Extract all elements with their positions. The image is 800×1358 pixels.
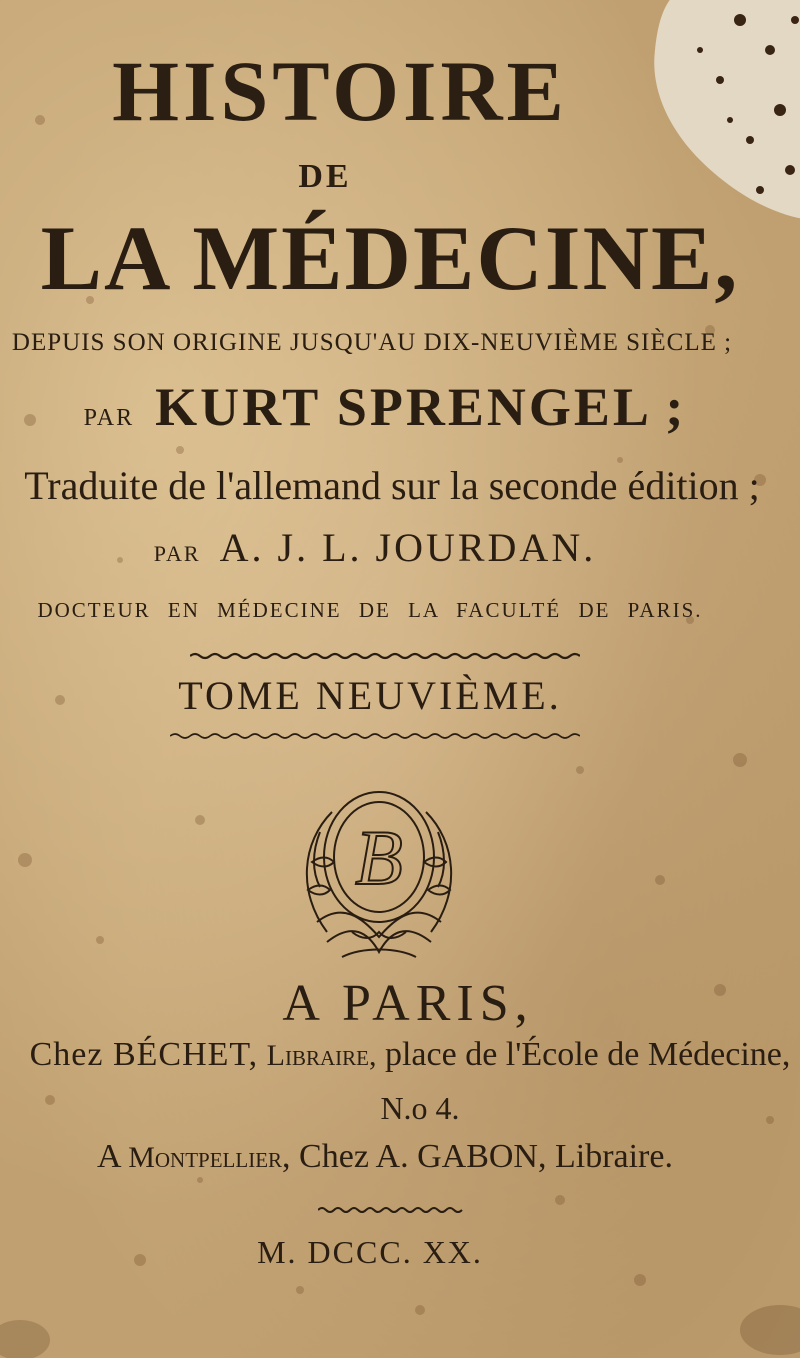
rule-bottom-divider [170, 732, 580, 740]
title-de: DE [298, 158, 352, 195]
publisher-prefix: Chez BÉCHET, [29, 1036, 259, 1073]
publisher-address: N.o 4. [380, 1090, 460, 1126]
branch-line [0, 1140, 785, 1174]
volume-label: TOME NEUVIÈME. [178, 673, 562, 718]
title-la-medecine: LA MÉDECINE, [40, 207, 740, 309]
author-name: KURT SPRENGEL ; [155, 377, 687, 437]
rule-top-divider [190, 652, 580, 660]
translation-note: Traduite de l'allemand sur la seconde édition ; [24, 463, 760, 508]
monogram-letter: B [355, 814, 403, 901]
publisher-suffix: place de l'École de Médecine, [384, 1036, 791, 1073]
translator-name: A. J. L. JOURDAN. [219, 525, 597, 570]
publisher-line [10, 1038, 800, 1072]
subtitle: DEPUIS SON ORIGINE JUSQU'AU DIX-NEUVIÈME SIÈCLE ; [11, 329, 733, 356]
translator-title: DOCTEUR EN MÉDECINE DE LA FACULTÉ DE PARIS. [37, 598, 703, 622]
translator-line [0, 525, 775, 570]
publication-date: M. DCCC. XX. [257, 1234, 483, 1270]
small-wavy-divider [318, 1206, 464, 1214]
author-line [0, 377, 785, 437]
city-label: A PARIS, [282, 975, 534, 1032]
branch-suffix: , Chez A. GABON, Libraire. [282, 1138, 673, 1175]
title-histoire: HISTOIRE [112, 43, 568, 139]
by-label: PAR [83, 405, 135, 431]
branch-city: Montpellier [128, 1141, 283, 1174]
publisher-monogram-icon [272, 772, 486, 972]
publisher-role: Libraire, [266, 1039, 377, 1072]
by-label-2: PAR [153, 541, 201, 566]
branch-prefix: A [97, 1138, 120, 1175]
corner-stain-decoration [620, 0, 800, 220]
